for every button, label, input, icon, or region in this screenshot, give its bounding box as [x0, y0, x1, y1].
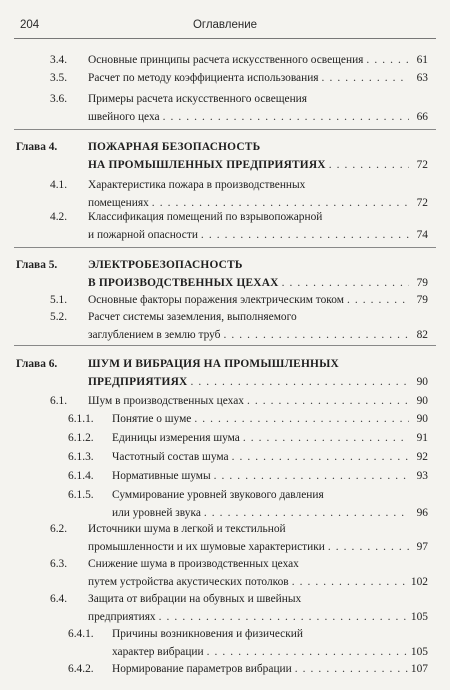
entry-page-number: 107: [410, 663, 428, 675]
entry-page-number: 97: [416, 541, 428, 553]
entry-number: Глава 4.: [16, 141, 58, 153]
entry-page-number: 90: [416, 395, 428, 407]
entry-page-number: 102: [410, 576, 428, 588]
dot-leader: [163, 108, 409, 126]
entry-title-line: Причины возникновения и физический: [112, 628, 303, 640]
entry-title-line: Нормативные шумы: [112, 470, 211, 482]
entry-title-line: ПОЖАРНАЯ БЕЗОПАСНОСТЬ: [88, 141, 261, 153]
toc-entry[interactable]: [50, 308, 428, 344]
entry-title-line: В ПРОИЗВОДСТВЕННЫХ ЦЕХАХ: [88, 277, 279, 289]
entry-page-number: 72: [416, 197, 428, 209]
entry-page-number: 96: [416, 507, 428, 519]
entry-number: 5.1.: [50, 294, 68, 306]
entry-title-line: путем устройства акустических потолков: [88, 576, 289, 588]
entry-page-number: 74: [416, 229, 428, 241]
dot-leader: [322, 69, 409, 87]
toc-entry[interactable]: [68, 429, 428, 447]
entry-title-line: заглублением в землю труб: [88, 329, 221, 341]
entry-title-line: Примеры расчета искусственного освещения: [88, 93, 308, 105]
entry-page-number: 105: [410, 611, 428, 623]
dot-leader: [347, 291, 409, 309]
entry-page-number: 79: [416, 277, 428, 289]
toc-entry[interactable]: [68, 410, 428, 428]
dot-leader: [201, 226, 409, 244]
toc-entry[interactable]: [50, 291, 428, 309]
entry-page-number: 105: [410, 646, 428, 658]
toc-entry[interactable]: [50, 392, 428, 410]
entry-number: 6.1.5.: [68, 489, 94, 501]
entry-title-line: промышленности и их шумовые характеристики: [88, 541, 325, 553]
entry-number: 6.1.3.: [68, 451, 94, 463]
entry-number: 6.3.: [50, 558, 68, 570]
dot-leader: [214, 467, 409, 485]
dot-leader: [282, 274, 409, 292]
dot-leader: [295, 660, 408, 678]
entry-title-line: характер вибрации: [112, 646, 204, 658]
entry-title-line: Источники шума в легкой и текстильной: [88, 523, 286, 535]
entry-number: 5.2.: [50, 311, 68, 323]
dot-leader: [329, 156, 409, 174]
entry-title-line: помещениях: [88, 197, 149, 209]
section-separator: [14, 247, 436, 248]
entry-page-number: 90: [416, 413, 428, 425]
dot-leader: [247, 392, 409, 410]
entry-number: 6.4.2.: [68, 663, 94, 675]
section-separator: [14, 129, 436, 130]
dot-leader: [159, 608, 408, 626]
entry-title-line: или уровней звука: [112, 507, 201, 519]
entry-title-line: Расчет по методу коэффициента использования: [88, 72, 319, 84]
dot-leader: [232, 448, 409, 466]
entry-number: 6.4.1.: [68, 628, 94, 640]
section-separator: [14, 345, 436, 346]
dot-leader: [328, 538, 409, 556]
entry-page-number: 91: [416, 432, 428, 444]
entry-title-line: Расчет системы заземления, выполняемого: [88, 311, 297, 323]
entry-number: 6.2.: [50, 523, 68, 535]
toc-chapter-entry[interactable]: [16, 256, 428, 292]
toc-entry[interactable]: [50, 208, 428, 244]
entry-title-line: Частотный состав шума: [112, 451, 229, 463]
entry-number: 3.6.: [50, 93, 68, 105]
toc-entry[interactable]: [50, 51, 428, 69]
entry-title-line: Классификация помещений по взрывопожарной: [88, 211, 323, 223]
entry-title-line: швейного цеха: [88, 111, 160, 123]
toc-entry[interactable]: [50, 69, 428, 87]
dot-leader: [292, 573, 408, 591]
entry-title-line: ПРЕДПРИЯТИЯХ: [88, 376, 188, 388]
entry-number: 4.1.: [50, 179, 68, 191]
entry-number: 6.1.: [50, 395, 68, 407]
entry-page-number: 66: [416, 111, 428, 123]
entry-number: 3.5.: [50, 72, 68, 84]
entry-title-line: Защита от вибрации на обувных и швейных: [88, 593, 302, 605]
entry-page-number: 82: [416, 329, 428, 341]
entry-title-line: Основные факторы поражения электрическим током: [88, 294, 344, 306]
entry-number: 6.4.: [50, 593, 68, 605]
toc-entry[interactable]: [50, 590, 428, 626]
entry-page-number: 90: [416, 376, 428, 388]
entry-number: Глава 6.: [16, 358, 58, 370]
dot-leader: [207, 643, 408, 661]
dot-leader: [194, 410, 409, 428]
entry-number: 6.1.2.: [68, 432, 94, 444]
entry-title-line: ШУМ И ВИБРАЦИЯ НА ПРОМЫШЛЕННЫХ: [88, 358, 339, 370]
entry-title-line: НА ПРОМЫШЛЕННЫХ ПРЕДПРИЯТИЯХ: [88, 159, 326, 171]
dot-leader: [190, 373, 409, 391]
toc-entry[interactable]: [50, 555, 428, 591]
page-number: 204: [20, 19, 40, 31]
entry-title-line: Характеристика пожара в производственных: [88, 179, 306, 191]
entry-number: 6.1.4.: [68, 470, 94, 482]
entry-number: 4.2.: [50, 211, 68, 223]
entry-title-line: Понятие о шуме: [112, 413, 192, 425]
entry-number: Глава 5.: [16, 259, 58, 271]
toc-entry[interactable]: [68, 660, 428, 678]
entry-page-number: 93: [416, 470, 428, 482]
entry-title-line: ЭЛЕКТРОБЕЗОПАСНОСТЬ: [88, 259, 243, 271]
entry-title-line: Суммирование уровней звукового давления: [112, 489, 324, 501]
entry-title-line: Снижение шума в производственных цехах: [88, 558, 299, 570]
entry-title-line: Шум в производственных цехах: [88, 395, 244, 407]
dot-leader: [243, 429, 409, 447]
entry-title-line: предприятиях: [88, 611, 156, 623]
running-title: Оглавление: [192, 19, 258, 31]
dot-leader: [223, 326, 409, 344]
toc-entry[interactable]: [50, 176, 428, 212]
toc-chapter-entry[interactable]: [16, 138, 428, 174]
entry-number: 3.4.: [50, 54, 68, 66]
toc-entry[interactable]: [68, 625, 428, 661]
entry-title-line: Основные принципы расчета искусственного освещения: [88, 54, 364, 66]
toc-entry[interactable]: [68, 467, 428, 485]
toc-entry[interactable]: [68, 448, 428, 466]
entry-page-number: 61: [416, 54, 428, 66]
entry-page-number: 63: [416, 72, 428, 84]
entry-title-line: Единицы измерения шума: [112, 432, 240, 444]
entry-page-number: 72: [416, 159, 428, 171]
entry-title-line: и пожарной опасности: [88, 229, 198, 241]
entry-number: 6.1.1.: [68, 413, 94, 425]
toc-entry[interactable]: [50, 90, 428, 126]
dot-leader: [366, 51, 409, 69]
toc-entry[interactable]: [68, 486, 428, 522]
entry-page-number: 79: [416, 294, 428, 306]
toc-chapter-entry[interactable]: [16, 355, 428, 391]
entry-title-line: Нормирование параметров вибрации: [112, 663, 292, 675]
entry-page-number: 92: [416, 451, 428, 463]
toc-entry[interactable]: [50, 520, 428, 556]
